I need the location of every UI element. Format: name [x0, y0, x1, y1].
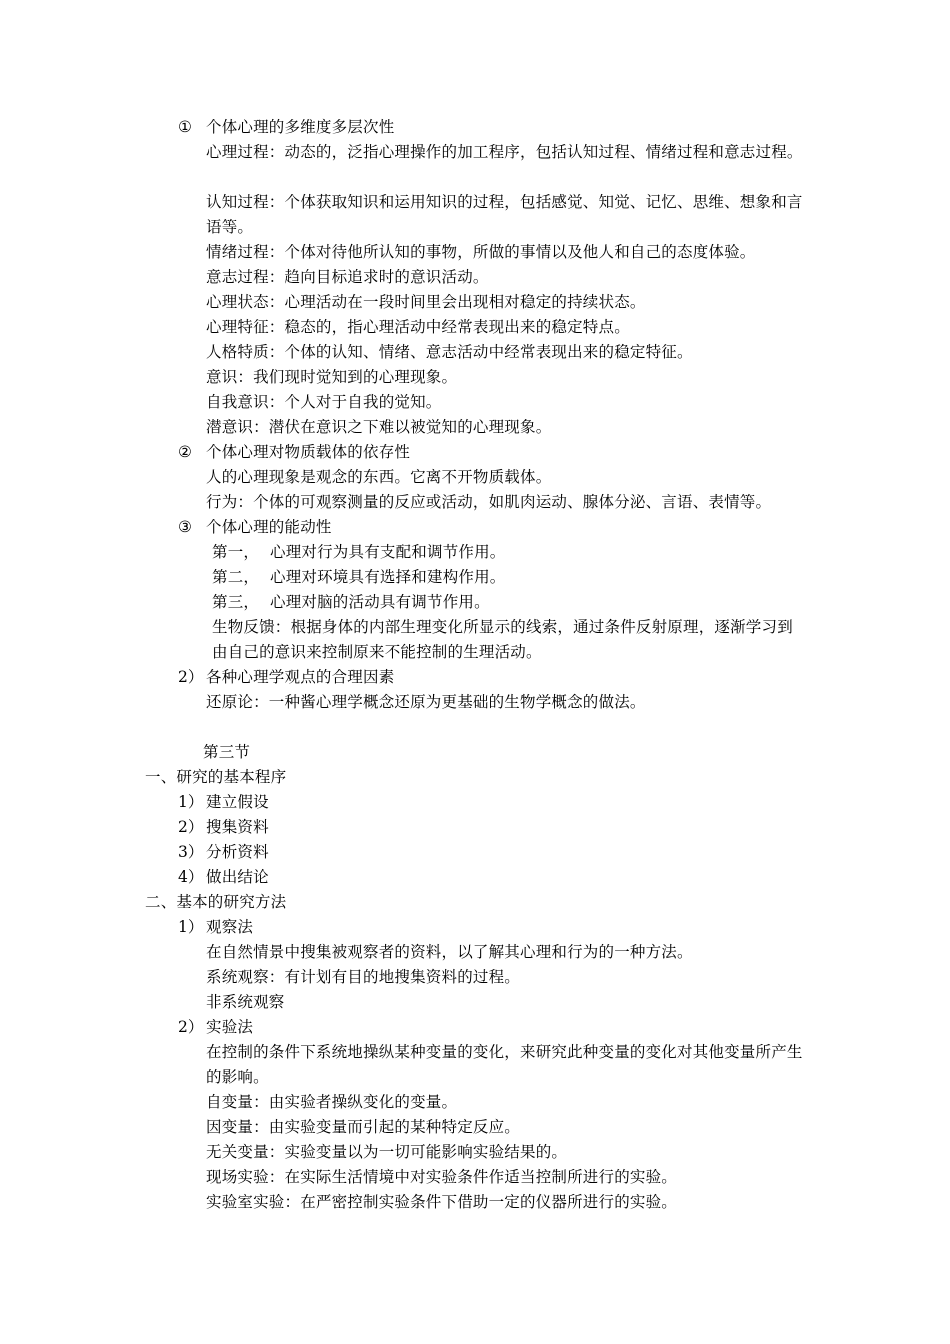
definition-mental-process: 心理过程：动态的，泛指心理操作的加工程序，包括认知过程、情绪过程和意志过程。: [206, 143, 803, 161]
definition-systematic-observation: 系统观察：有计划有目的地搜集资料的过程。: [206, 968, 521, 986]
point-text-third: 心理对脑的活动具有调节作用。: [270, 593, 490, 611]
item-marker-3: ③: [178, 518, 192, 536]
definition-subconscious: 潜意识：潜伏在意识之下难以被觉知的心理现象。: [206, 418, 552, 436]
method-marker-experiment: 2）: [178, 1018, 204, 1036]
point-text-second: 心理对环境具有选择和建构作用。: [270, 568, 506, 586]
item-marker-4: 2）: [178, 668, 204, 686]
item-title-initiative: 个体心理的能动性: [206, 518, 332, 536]
step-analyze-data: 分析资料: [206, 843, 269, 861]
definition-will-process: 意志过程：趋向目标追求时的意识活动。: [206, 268, 489, 286]
definition-mental-state: 心理状态：心理活动在一段时间里会出现相对稳定的持续状态。: [206, 293, 646, 311]
definition-cognitive-process: 认知过程：个体获取知识和运用知识的过程，包括感觉、知觉、记忆、思维、想象和言语等。: [206, 193, 803, 236]
point-text-first: 心理对行为具有支配和调节作用。: [270, 543, 506, 561]
step-hypothesis: 建立假设: [206, 793, 269, 811]
step-conclusion: 做出结论: [206, 868, 269, 886]
definition-self-consciousness: 自我意识：个人对于自我的觉知。: [206, 393, 442, 411]
heading-basic-procedure: 一、研究的基本程序: [145, 768, 287, 786]
item-marker-2: ②: [178, 443, 192, 461]
definition-observation: 在自然情景中搜集被观察者的资料，以了解其心理和行为的一种方法。: [206, 943, 693, 961]
item-title-rational-factors: 各种心理学观点的合理因素: [206, 668, 395, 686]
method-marker-observation: 1）: [178, 918, 204, 936]
definition-personality-trait: 人格特质：个体的认知、情绪、意志活动中经常表现出来的稳定特征。: [206, 343, 693, 361]
definition-dependent-variable: 因变量：由实验变量而引起的某种特定反应。: [206, 1118, 521, 1136]
definition-field-experiment: 现场实验：在实际生活情境中对实验条件作适当控制所进行的实验。: [206, 1168, 678, 1186]
text-non-systematic-observation: 非系统观察: [206, 993, 285, 1011]
definition-mental-trait: 心理特征：稳态的，指心理活动中经常表现出来的稳定特点。: [206, 318, 630, 336]
definition-reductionism: 还原论：一种酱心理学概念还原为更基础的生物学概念的做法。: [206, 693, 646, 711]
method-title-observation: 观察法: [206, 918, 254, 936]
definition-emotional-process: 情绪过程：个体对待他所认知的事物，所做的事情以及他人和自己的态度体验。: [206, 243, 756, 261]
text-mental-phenomena: 人的心理现象是观念的东西。它离不开物质载体。: [206, 468, 552, 486]
definition-extraneous-variable: 无关变量：实验变量以为一切可能影响实验结果的。: [206, 1143, 568, 1161]
point-label-second: 第二，: [212, 568, 260, 586]
step-collect-data: 搜集资料: [206, 818, 269, 836]
item-title-material-carrier: 个体心理对物质载体的依存性: [206, 443, 411, 461]
point-label-third: 第三，: [212, 593, 260, 611]
definition-experiment: 在控制的条件下系统地操纵某种变量的变化，来研究此种变量的变化对其他变量所产生的影响。: [206, 1043, 803, 1086]
definition-independent-variable: 自变量：由实验者操纵变化的变量。: [206, 1093, 458, 1111]
item-marker-1: ①: [178, 118, 192, 136]
definition-behavior: 行为：个体的可观察测量的反应或活动，如肌肉运动、腺体分泌、言语、表情等。: [206, 493, 772, 511]
heading-research-methods: 二、基本的研究方法: [145, 893, 287, 911]
step-marker-1: 1）: [178, 793, 204, 811]
step-marker-4: 4）: [178, 868, 204, 886]
section-heading: 第三节: [203, 743, 251, 761]
step-marker-3: 3）: [178, 843, 204, 861]
method-title-experiment: 实验法: [206, 1018, 254, 1036]
point-label-first: 第一，: [212, 543, 260, 561]
definition-biofeedback: 生物反馈：根据身体的内部生理变化所显示的线索，通过条件反射原理，逐渐学习到由自己的意识来控制原来不能控制的生理活动。: [212, 618, 793, 661]
definition-lab-experiment: 实验室实验：在严密控制实验条件下借助一定的仪器所进行的实验。: [206, 1193, 678, 1211]
step-marker-2: 2）: [178, 818, 204, 836]
definition-consciousness: 意识：我们现时觉知到的心理现象。: [206, 368, 458, 386]
item-title-multidimensional: 个体心理的多维度多层次性: [206, 118, 395, 136]
